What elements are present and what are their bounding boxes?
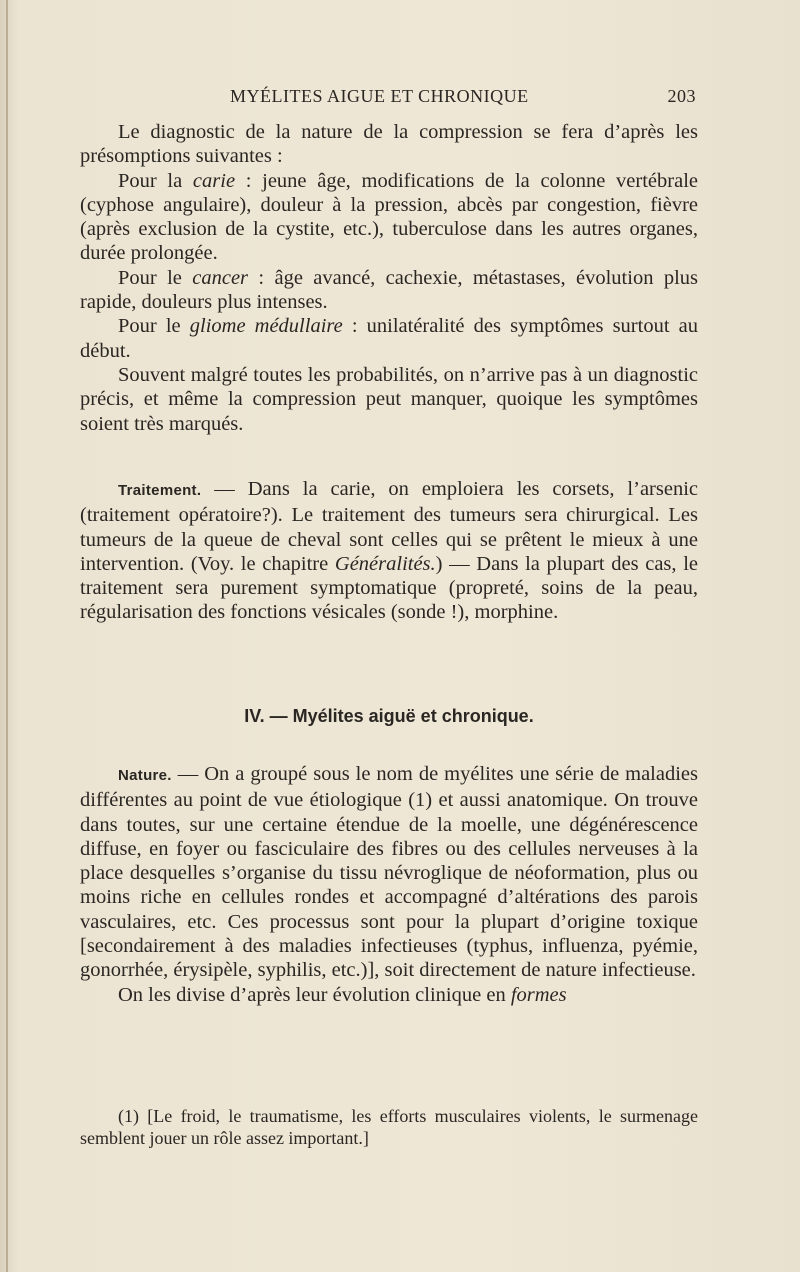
- footnote: [80, 1105, 698, 1149]
- paragraph-formes: On les divise d’après leur évolution clinique en formes: [118, 983, 567, 1006]
- paragraph-diagnosis-intro: Le diagnostic de la nature de la compression se fera d’après les présomptions suivantes :: [80, 121, 698, 168]
- page-number: 203: [667, 86, 696, 106]
- term-cancer: cancer: [192, 266, 249, 289]
- term-carie: carie: [192, 169, 236, 192]
- paragraph-souvent: Souvent malgré toutes les probabilités, on n’arrive pas à un diagnostic précis, et même la compression peut manquer, quoique les symptômes soient très marqués.: [80, 363, 698, 435]
- running-header: [80, 86, 696, 110]
- paragraph-nature: Nature. — On a groupé sous le nom de myélites une série de maladies différentes au point de vue étiologique (1) et aussi anatomique. On trouve dans toutes, sur une certaine étendue de la moelle, une dégénérescence diffuse, en foyer ou fasciculaire des fibres ou des cellules nerveuses à la place desquelles s’organise du tissu névroglique de néoformation, plus ou moins riche en cellules rondes et accompagné d’altérations des parois vasculaires, etc. Ces processus sont pour la plupart d’origine toxique [secondairement à des maladies infectieuses (typhus, influenza, pyémie, gonorrhée, érysipèle, syphilis, etc.)], soit directement de nature infectieuse.: [80, 763, 698, 982]
- diagnosis-block: [80, 120, 698, 436]
- lead-nature: Nature.: [118, 767, 172, 784]
- term-formes: formes: [510, 983, 567, 1006]
- paragraph-carie: Pour la carie : jeune âge, modifications de la colonne vertébrale (cyphose angulaire), douleur à la pression, abcès par congestion, fièvre (après exclusion de la cystite, etc.), tuberculose dans les autres organes, durée prolongée.: [80, 169, 698, 265]
- lead-traitement: Traitement.: [118, 482, 202, 499]
- treatment-block: [80, 477, 698, 625]
- term-generalites: Généralités.: [334, 552, 436, 575]
- paragraph-cancer: Pour le cancer : âge avancé, cachexie, métastases, évolution plus rapide, douleurs plus intenses.: [80, 266, 698, 314]
- section-title: IV. — Myélites aiguë et chronique.: [244, 706, 534, 726]
- page-edge-line: [6, 0, 8, 1272]
- term-gliome: gliome médullaire: [189, 315, 343, 338]
- paragraph-gliome: Pour le gliome médullaire : unilatéralité des symptômes surtout au début.: [80, 315, 698, 362]
- nature-block: [80, 762, 698, 1007]
- footnote-text: (1) [Le froid, le traumatisme, les efforts musculaires violents, le surmenage semblent jouer un rôle assez important.]: [80, 1106, 698, 1148]
- paragraph-traitement: Traitement. — Dans la carie, on emploiera les corsets, l’arsenic (traitement opératoire?). Le traitement des tumeurs sera chirurgical. Les tumeurs de la queue de cheval sont celles qui se prêtent le mieux à une intervention. (Voy. le chapitre Généralités.) — Dans la plupart des cas, le traitement sera purement symptomatique (propreté, soins de la peau, régularisation des fonctions vésicales (sonde !), morphine.: [80, 478, 698, 624]
- running-title: MYÉLITES AIGUE ET CHRONIQUE: [230, 86, 529, 106]
